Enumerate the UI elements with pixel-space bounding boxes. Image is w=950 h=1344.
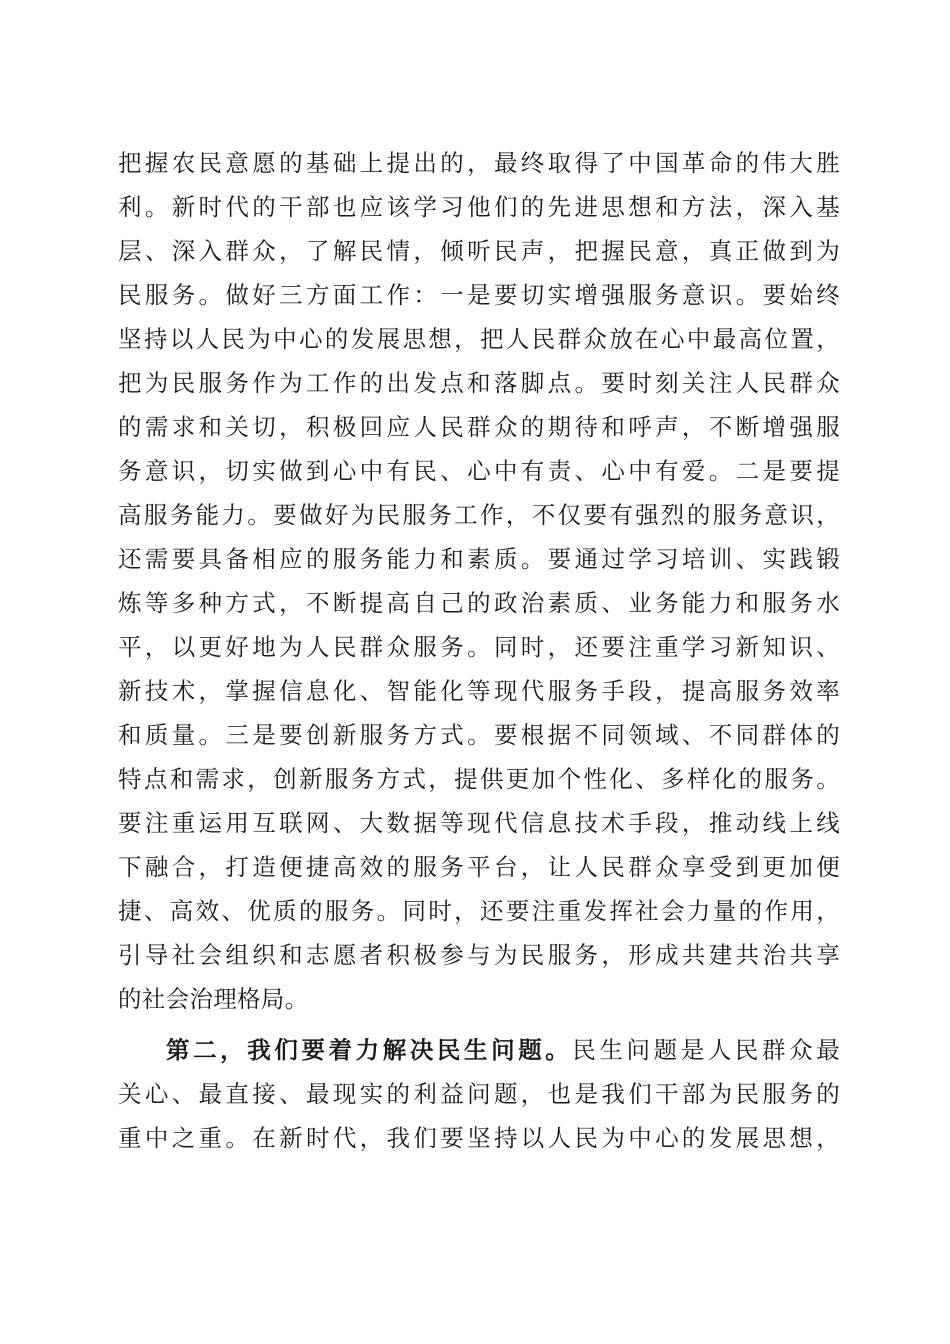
paragraph-line: 关心、最直接、最现实的利益问题，也是我们干部为民服务的 <box>118 1080 840 1108</box>
paragraph-line: 的需求和关切，积极回应人民群众的期待和呼声，不断增强服 <box>118 413 840 441</box>
paragraph-line: 捷、高效、优质的服务。同时，还要注重发挥社会力量的作用， <box>118 897 840 925</box>
paragraph-line: 引导社会组织和志愿者积极参与为民服务，形成共建共治共享 <box>118 941 840 969</box>
paragraph-line: 还需要具备相应的服务能力和素质。要通过学习培训、实践锻 <box>118 545 840 573</box>
paragraph-line: 高服务能力。要做好为民服务工作，不仅要有强烈的服务意识， <box>118 501 840 529</box>
paragraph-line: 把为民服务作为工作的出发点和落脚点。要时刻关注人民群众 <box>118 369 840 397</box>
paragraph-line: 务意识，切实做到心中有民、心中有责、心中有爱。二是要提 <box>118 457 840 485</box>
paragraph-first-line <box>118 1028 840 1072</box>
paragraph-line: 炼等多种方式，不断提高自己的政治素质、业务能力和服务水 <box>118 589 840 617</box>
paragraph-line: 和质量。三是要创新服务方式。要根据不同领域、不同群体的 <box>118 721 840 749</box>
paragraph-line: 坚持以人民为中心的发展思想，把人民群众放在心中最高位置， <box>118 325 840 353</box>
paragraph-line: 平，以更好地为人民群众服务。同时，还要注重学习新知识、 <box>118 633 840 661</box>
paragraph-line-last: 的社会治理格局。 <box>118 985 309 1013</box>
paragraph-line: 层、深入群众，了解民情，倾听民声，把握民意，真正做到为 <box>118 237 840 265</box>
paragraph-line: 下融合，打造便捷高效的服务平台，让人民群众享受到更加便 <box>118 853 840 881</box>
paragraph-spacing <box>118 1021 840 1028</box>
paragraph-1 <box>118 141 840 1021</box>
paragraph-line: 利。新时代的干部也应该学习他们的先进思想和方法，深入基 <box>118 193 840 221</box>
paragraph-line: 要注重运用互联网、大数据等现代信息技术手段，推动线上线 <box>118 809 840 837</box>
paragraph-line: 把握农民意愿的基础上提出的，最终取得了中国革命的伟大胜 <box>118 149 840 177</box>
paragraph-line: 民服务。做好三方面工作：一是要切实增强服务意识。要始终 <box>118 281 840 309</box>
paragraph-2 <box>118 1028 840 1160</box>
paragraph-line: 新技术，掌握信息化、智能化等现代服务手段，提高服务效率 <box>118 677 840 705</box>
document-body <box>118 141 840 1160</box>
first-line-text: 民生问题是人民群众最 <box>572 1036 840 1064</box>
paragraph-line: 特点和需求，创新服务方式，提供更加个性化、多样化的服务。 <box>118 765 840 793</box>
section-heading: 第二，我们要着力解决民生问题。 <box>166 1036 573 1064</box>
paragraph-line: 重中之重。在新时代，我们要坚持以人民为中心的发展思想， <box>118 1124 840 1152</box>
